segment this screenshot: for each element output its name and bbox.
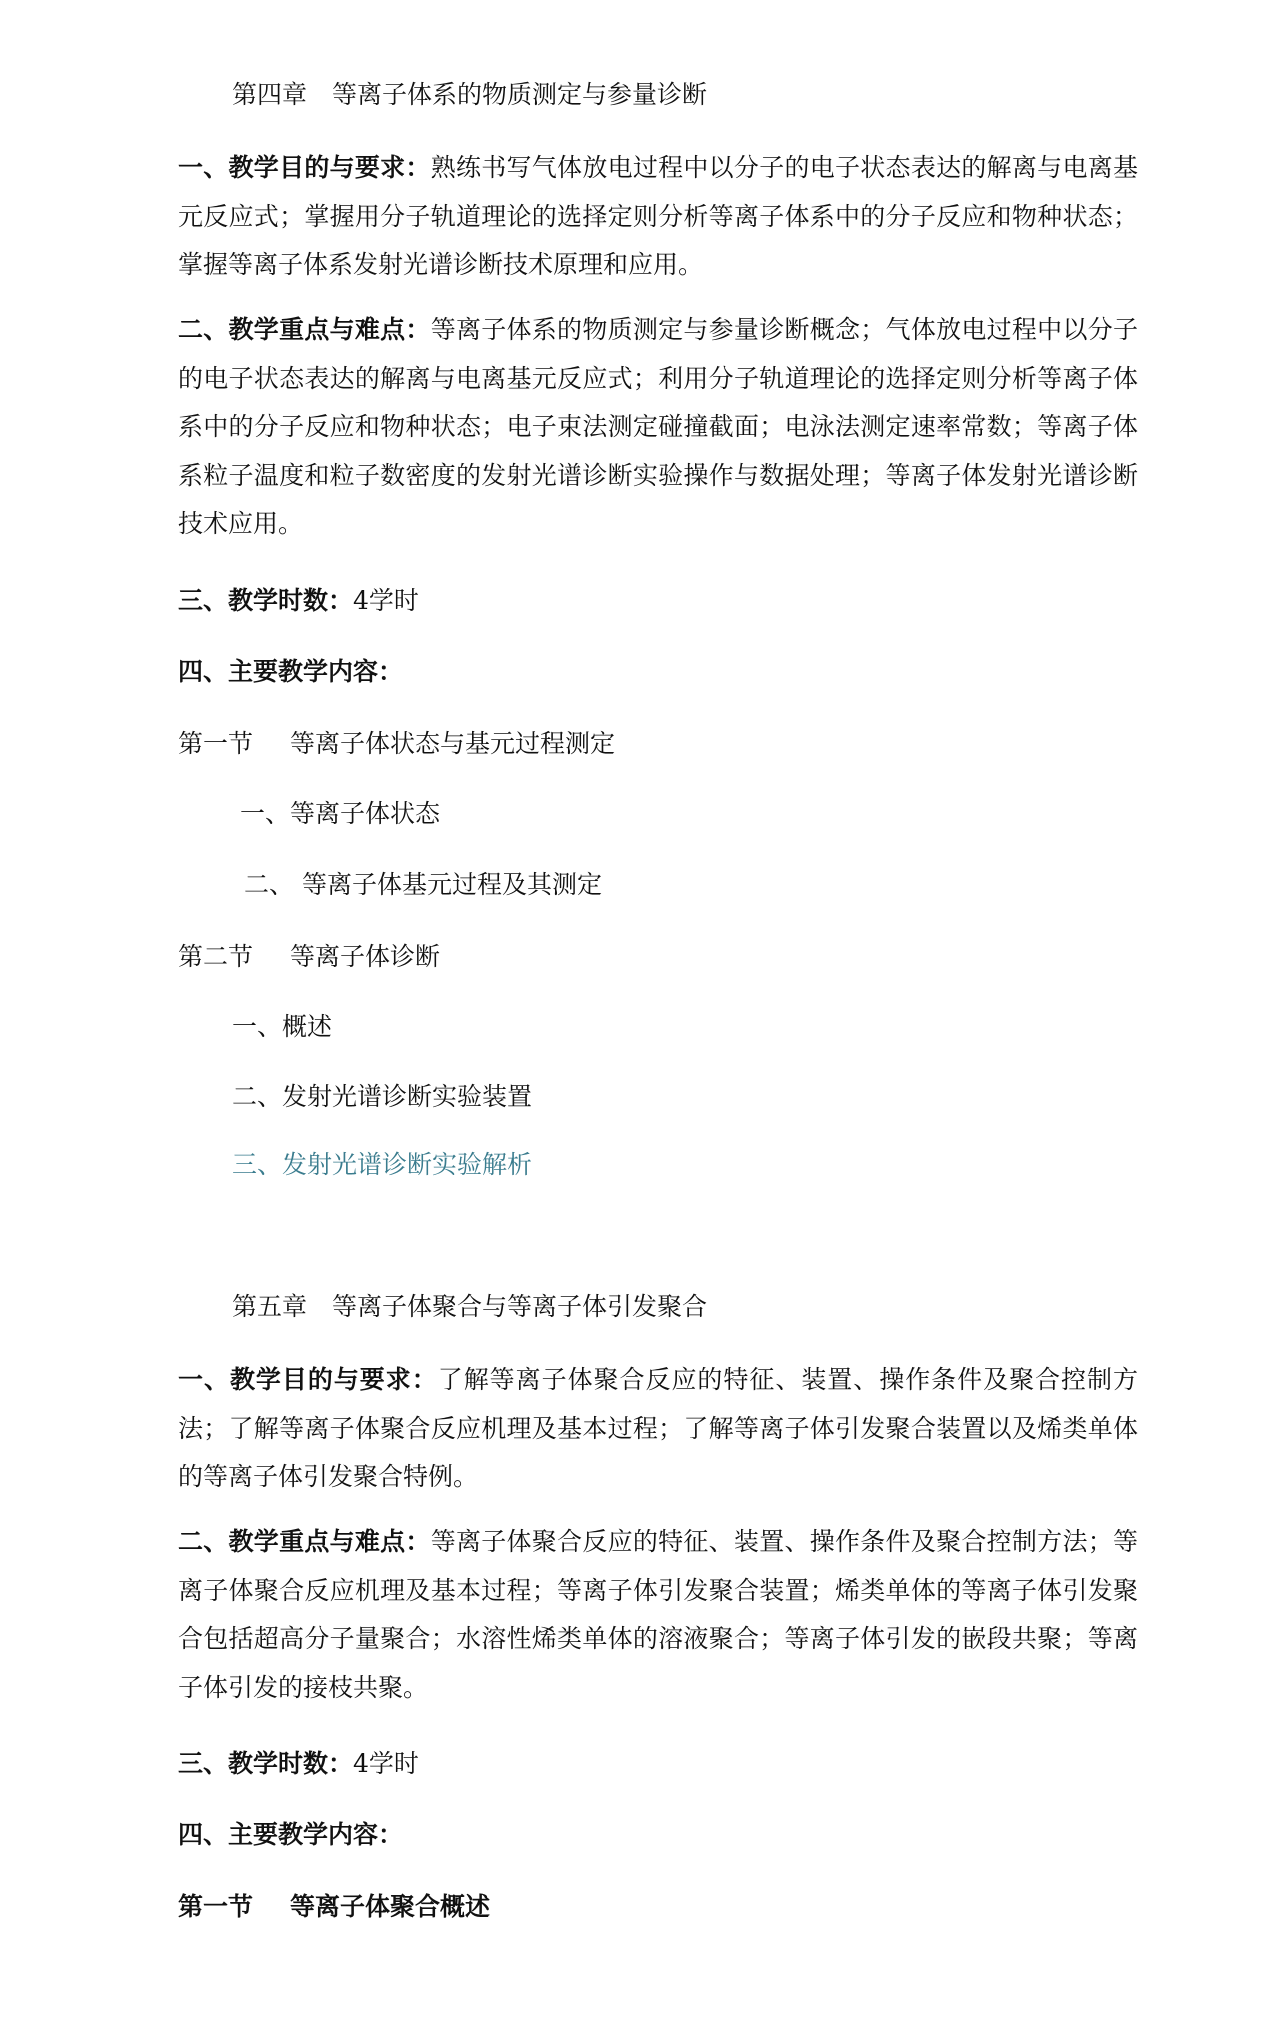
ch4-section-1-number: 第一节 <box>178 729 254 758</box>
ch5-objectives-text: 了解等离子体聚合反应的特征、装置、操作条件及聚合控制方法；了解等离子体聚合反应机理及基本过程；了解等离子体引发聚合装置以及烯类单体的等离子体引发聚合特例。 <box>178 1365 1138 1491</box>
ch5-hours <box>178 1747 419 1781</box>
ch5-hours-label: 三、教学时数： <box>178 1749 354 1778</box>
ch4-section-2-title: 等离子体诊断 <box>290 942 441 971</box>
ch4-keypoints <box>178 306 1138 549</box>
ch5-content-label: 四、主要教学内容： <box>178 1820 404 1849</box>
ch4-s2-item-2: 二、发射光谱诊断实验装置 <box>232 1082 533 1111</box>
ch4-objectives <box>178 144 1138 290</box>
ch4-section-2-number: 第二节 <box>178 942 254 971</box>
ch4-s1-item-1: 一、等离子体状态 <box>240 799 441 828</box>
chapter-4-title: 第四章 等离子体系的物质测定与参量诊断 <box>232 80 708 109</box>
ch5-section-1-number: 第一节 <box>178 1892 254 1921</box>
ch4-section-1 <box>178 727 615 761</box>
ch4-s2-item-3-link[interactable]: 三、发射光谱诊断实验解析 <box>232 1150 533 1179</box>
ch5-objectives <box>178 1356 1138 1502</box>
ch5-keypoints-text: 等离子体聚合反应的特征、装置、操作条件及聚合控制方法；等离子体聚合反应机理及基本过程；等离子体引发聚合装置；烯类单体的等离子体引发聚合包括超高分子量聚合；水溶性烯类单体的溶液聚合；等离子体引发的嵌段共聚；等离子体引发的接枝共聚。 <box>178 1527 1138 1702</box>
ch4-hours-value: 4学时 <box>353 586 419 615</box>
ch4-section-1-title: 等离子体状态与基元过程测定 <box>290 729 616 758</box>
ch5-hours-value: 4学时 <box>353 1749 419 1778</box>
chapter-5-title: 第五章 等离子体聚合与等离子体引发聚合 <box>232 1292 708 1321</box>
ch5-section-1 <box>178 1890 490 1924</box>
ch4-hours <box>178 584 419 618</box>
ch4-keypoints-text: 等离子体系的物质测定与参量诊断概念；气体放电过程中以分子的电子状态表达的解离与电离基元反应式；利用分子轨道理论的选择定则分析等离子体系中的分子反应和物种状态；电子束法测定碰撞截面；电泳法测定速率常数；等离子体系粒子温度和粒子数密度的发射光谱诊断实验操作与数据处理；等离子体发射光谱诊断技术应用。 <box>178 315 1138 538</box>
ch5-keypoints-label: 二、教学重点与难点： <box>178 1527 431 1556</box>
ch4-keypoints-label: 二、教学重点与难点： <box>178 315 431 344</box>
ch5-section-1-title: 等离子体聚合概述 <box>290 1892 491 1921</box>
ch4-s1-item-2: 二、 等离子体基元过程及其测定 <box>244 870 602 899</box>
ch4-section-2 <box>178 940 440 974</box>
ch5-keypoints <box>178 1518 1138 1712</box>
ch5-objectives-label: 一、教学目的与要求： <box>178 1365 438 1394</box>
ch4-objectives-label: 一、教学目的与要求： <box>178 153 431 182</box>
ch4-hours-label: 三、教学时数： <box>178 586 354 615</box>
ch4-content-label: 四、主要教学内容： <box>178 657 404 686</box>
ch4-objectives-text: 熟练书写气体放电过程中以分子的电子状态表达的解离与电离基元反应式；掌握用分子轨道理论的选择定则分析等离子体系中的分子反应和物种状态；掌握等离子体系发射光谱诊断技术原理和应用。 <box>178 153 1138 279</box>
ch4-s2-item-1: 一、概述 <box>232 1012 333 1041</box>
